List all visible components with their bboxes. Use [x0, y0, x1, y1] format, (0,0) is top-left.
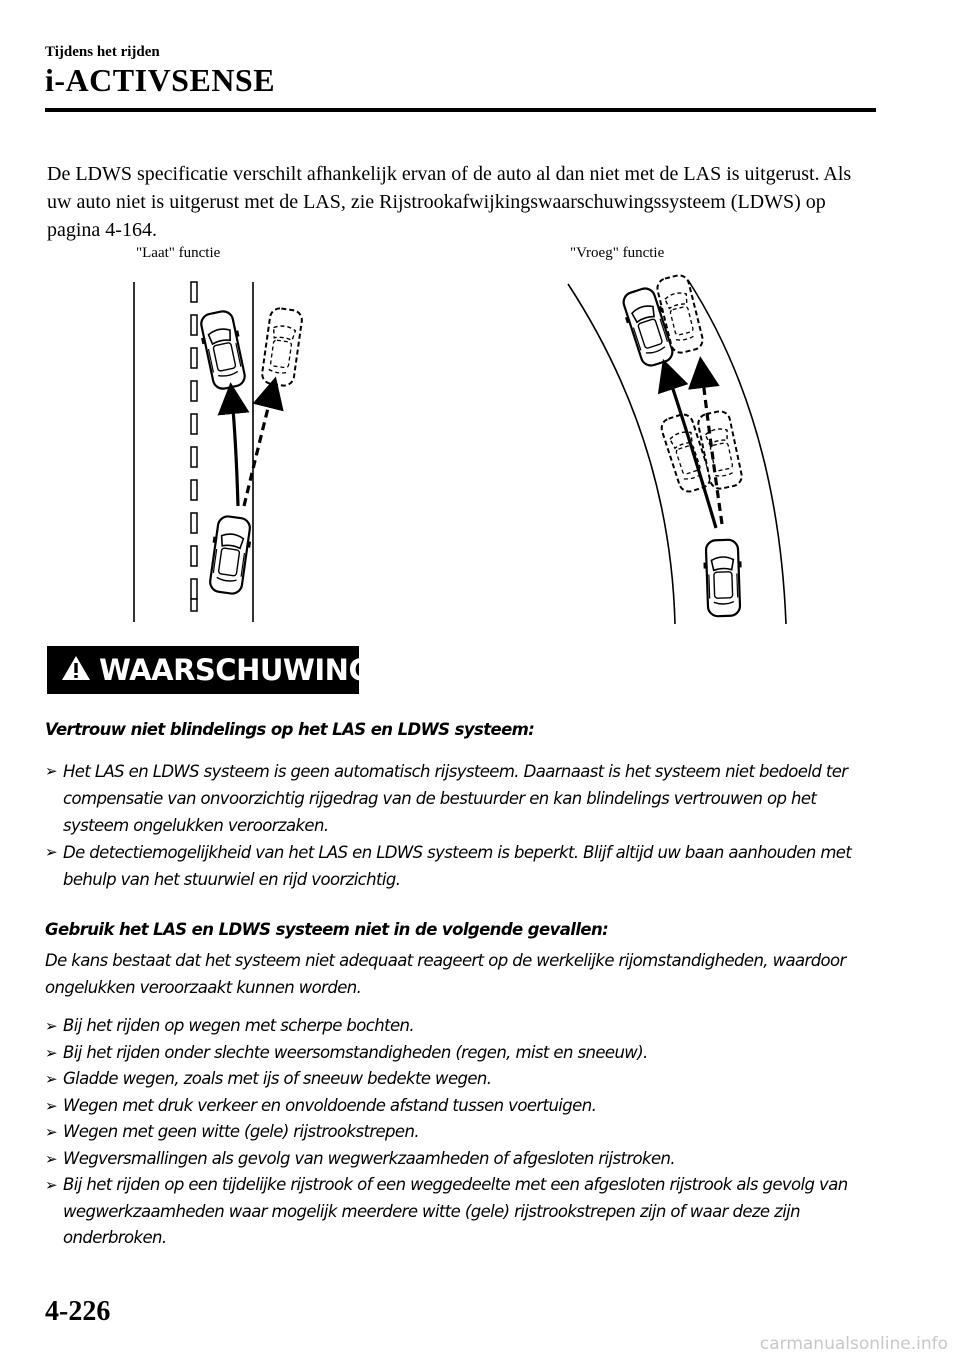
- trust-bullet-list: [45, 758, 885, 893]
- header-rule: [45, 108, 876, 112]
- list-item: ➢ Het LAS en LDWS systeem is geen automatisch rijsysteem. Daarnaast is het systeem niet bedoeld ter compensatie van onvoorzichtig rijgedrag van de bestuurder en kan blindelings vertrouwen op het systeem ongelukken veroorzaken.: [45, 758, 885, 839]
- bullet-arrow-icon: ➢: [45, 1123, 57, 1141]
- list-item: ➢ Bij het rijden onder slechte weersomstandigheden (regen, mist en sneeuw).: [45, 1040, 885, 1067]
- bullet-arrow-icon: ➢: [45, 1149, 57, 1168]
- warning-triangle-icon: [61, 655, 91, 686]
- intro-paragraph: De LDWS specificatie verschilt afhankelijk ervan of de auto al dan niet met de LAS is uitgerust. Als uw auto niet is uitgerust met de LAS, zie Rijstrookafwijkingswaarschuwingssysteem (LDWS) op pagina 4-164.: [47, 163, 852, 241]
- late-function-label: "Laat" functie: [136, 245, 221, 261]
- car-path-dashed: [261, 307, 303, 387]
- list-item: ➢ Wegen met geen witte (gele) rijstrookstrepen.: [45, 1119, 885, 1146]
- list-item: ➢ Gladde wegen, zoals met ijs of sneeuw bedekte wegen.: [45, 1066, 885, 1093]
- warning-heading-trust: Vertrouw niet blindelings op het LAS en LDWS systeem:: [45, 720, 535, 739]
- warning-title: WAARSCHUWING: [99, 653, 372, 687]
- list-item: ➢ Wegversmallingen als gevolg van wegwerkzaamheden of afgesloten rijstroken.: [45, 1146, 885, 1173]
- bullet-arrow-icon: ➢: [45, 1043, 57, 1062]
- lane-marking-dashed: [191, 282, 197, 611]
- bullet-arrow-icon: ➢: [45, 1070, 57, 1088]
- bullet-arrow-icon: ➢: [45, 762, 57, 780]
- list-item: ➢ Bij het rijden op wegen met scherpe bochten.: [45, 1013, 885, 1040]
- warning-banner: [47, 646, 372, 694]
- watermark: carmanualsonline.info: [759, 1334, 948, 1354]
- bullet-arrow-icon: ➢: [45, 843, 57, 861]
- list-item: ➢ Wegen met druk verkeer en onvoldoende afstand tussen voertuigen.: [45, 1093, 885, 1120]
- bullet-arrow-icon: ➢: [45, 1176, 57, 1194]
- early-function-label: "Vroeg" functie: [570, 245, 665, 261]
- warning-heading-do-not-use: Gebruik het LAS en LDWS systeem niet in de volgende gevallen:: [45, 920, 609, 939]
- bullet-arrow-icon: ➢: [45, 1017, 57, 1035]
- page-title: i-ACTIVSENSE: [45, 62, 276, 98]
- car-start: [703, 539, 744, 616]
- section-label: Tijdens het rijden: [45, 44, 160, 60]
- late-function-diagram: [120, 270, 310, 625]
- page-number: 4-226: [45, 1296, 111, 1327]
- bullet-arrow-icon: ➢: [45, 1096, 57, 1115]
- car-start: [206, 515, 254, 596]
- car-late-warning: [197, 309, 250, 391]
- warning-description: De kans bestaat dat het systeem niet adequaat reageert op de werkelijke rijomstandigheden, waardoor ongelukken veroorzaakt kunnen worden.: [45, 951, 846, 997]
- solid-arrow: [232, 398, 238, 506]
- early-function-diagram: [550, 270, 800, 630]
- list-item: ➢ De detectiemogelijkheid van het LAS en LDWS systeem is beperkt. Blijf altijd uw baan aanhouden met behulp van het stuurwiel en rijd voorzichtig.: [45, 839, 885, 893]
- dashed-arrow: [244, 392, 272, 506]
- conditions-bullet-list: [45, 1013, 885, 1252]
- list-item: ➢ Bij het rijden op een tijdelijke rijstrook of een weggedeelte met een afgesloten rijstrook als gevolg van wegwerkzaamheden waar mogelijk meerdere witte (gele) rijstrookstrepen zijn of waar deze zijn onderbroken.: [45, 1172, 885, 1252]
